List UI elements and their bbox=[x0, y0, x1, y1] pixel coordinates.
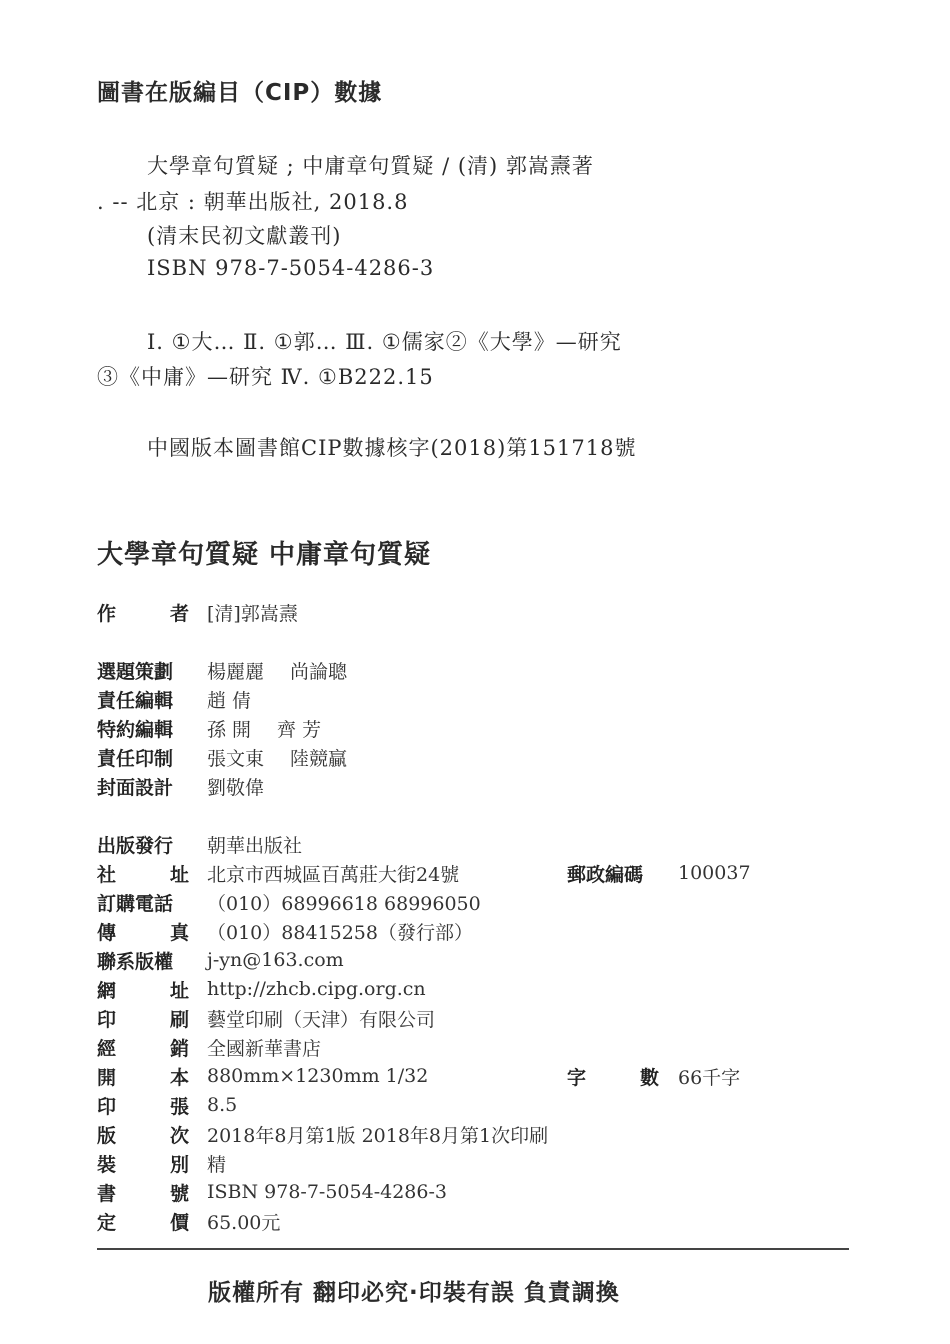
sheets-label: 印 張 bbox=[97, 1095, 189, 1118]
responsible-editor-label: 責任編輯 bbox=[97, 689, 174, 712]
distribution-row bbox=[97, 1033, 321, 1061]
book-number-label: 書 號 bbox=[97, 1182, 189, 1205]
cip-classification-line: Ⅰ. ①大… Ⅱ. ①郭… Ⅲ. ①儒家②《大學》—研究 bbox=[147, 330, 622, 354]
special-editor-row bbox=[97, 714, 321, 742]
book-number-row bbox=[97, 1178, 447, 1206]
cip-series-line: (清末民初文獻叢刊) bbox=[147, 224, 342, 248]
printing-label: 印 刷 bbox=[97, 1008, 189, 1031]
planning-value: 楊麗麗 尚論聰 bbox=[207, 660, 348, 683]
price-value: 65.00元 bbox=[207, 1211, 281, 1234]
format-label: 開 本 bbox=[97, 1066, 189, 1089]
website-value: http://zhcb.cipg.org.cn bbox=[207, 978, 426, 1000]
cover-design-label: 封面設計 bbox=[97, 776, 174, 799]
order-phone-row bbox=[97, 888, 481, 916]
book-number-value: ISBN 978-7-5054-4286-3 bbox=[207, 1181, 447, 1203]
address-value: 北京市西城區百萬莊大街24號 bbox=[207, 863, 460, 886]
publisher-value: 朝華出版社 bbox=[207, 834, 303, 857]
author-value: [清]郭嵩燾 bbox=[207, 602, 298, 625]
publisher-row bbox=[97, 830, 302, 858]
cip-heading: 圖書在版編目（CIP）數據 bbox=[97, 80, 383, 106]
postcode-label: 郵政編碼 bbox=[567, 863, 644, 886]
cip-publisher-line: . -- 北京 : 朝華出版社, 2018.8 bbox=[97, 190, 409, 214]
printing-row bbox=[97, 1004, 435, 1032]
responsible-print-value: 張文東 陸競贏 bbox=[207, 747, 348, 770]
cip-record-number: 中國版本圖書館CIP數據核字(2018)第151718號 bbox=[147, 436, 637, 460]
address-row bbox=[97, 859, 849, 887]
rights-contact-value: j-yn@163.com bbox=[207, 949, 344, 971]
edition-value: 2018年8月第1版 2018年8月第1次印刷 bbox=[207, 1124, 549, 1147]
website-label: 網 址 bbox=[97, 979, 189, 1002]
cover-design-value: 劉敬偉 bbox=[207, 776, 265, 799]
distribution-value: 全國新華書店 bbox=[207, 1037, 322, 1060]
book-title: 大學章句質疑 中庸章句質疑 bbox=[97, 540, 432, 570]
order-phone-value: （010）68996618 68996050 bbox=[207, 892, 481, 915]
address-label: 社 址 bbox=[97, 863, 189, 886]
author-row bbox=[97, 598, 298, 626]
planning-label: 選題策劃 bbox=[97, 660, 174, 683]
order-phone-label: 訂購電話 bbox=[97, 892, 174, 915]
word-count-label: 字 數 bbox=[567, 1066, 659, 1089]
responsible-editor-row bbox=[97, 685, 251, 713]
edition-label: 版 次 bbox=[97, 1124, 189, 1147]
format-value: 880mm×1230mm 1/32 bbox=[207, 1065, 429, 1087]
edition-row bbox=[97, 1120, 548, 1148]
printing-value: 藝堂印刷（天津）有限公司 bbox=[207, 1008, 436, 1031]
fax-value: （010）88415258（發行部） bbox=[207, 921, 473, 944]
cip-isbn-line: ISBN 978-7-5054-4286-3 bbox=[147, 256, 435, 280]
publisher-label: 出版發行 bbox=[97, 834, 174, 857]
cip-title-line: 大學章句質疑 ; 中庸章句質疑 / (清) 郭嵩燾著 bbox=[147, 154, 594, 178]
word-count-value: 66千字 bbox=[678, 1066, 741, 1089]
fax-label: 傳 真 bbox=[97, 921, 189, 944]
binding-value: 精 bbox=[207, 1153, 227, 1176]
cip-classification-line-2: ③《中庸》—研究 Ⅳ. ①B222.15 bbox=[97, 365, 434, 389]
planning-row bbox=[97, 656, 347, 684]
responsible-print-row bbox=[97, 743, 347, 771]
special-editor-value: 孫 開 齊 芳 bbox=[207, 718, 322, 741]
responsible-print-label: 責任印制 bbox=[97, 747, 174, 770]
website-row bbox=[97, 975, 426, 1003]
special-editor-label: 特約編輯 bbox=[97, 718, 174, 741]
rights-contact-row bbox=[97, 946, 344, 974]
author-label: 作 者 bbox=[97, 602, 189, 625]
price-label: 定 價 bbox=[97, 1211, 189, 1234]
fax-row bbox=[97, 917, 473, 945]
sheets-row bbox=[97, 1091, 237, 1119]
binding-label: 裝 別 bbox=[97, 1153, 189, 1176]
rights-contact-label: 聯系版權 bbox=[97, 950, 174, 973]
footer-divider bbox=[97, 1248, 849, 1250]
sheets-value: 8.5 bbox=[207, 1094, 238, 1116]
format-row bbox=[97, 1062, 849, 1090]
responsible-editor-value: 趙 倩 bbox=[207, 689, 252, 712]
postcode-value: 100037 bbox=[678, 862, 751, 884]
copyright-notice: 版權所有 翻印必究·印裝有誤 負責調換 bbox=[208, 1280, 620, 1306]
binding-row bbox=[97, 1149, 226, 1177]
price-row bbox=[97, 1207, 280, 1235]
cover-design-row bbox=[97, 772, 264, 800]
distribution-label: 經 銷 bbox=[97, 1037, 189, 1060]
